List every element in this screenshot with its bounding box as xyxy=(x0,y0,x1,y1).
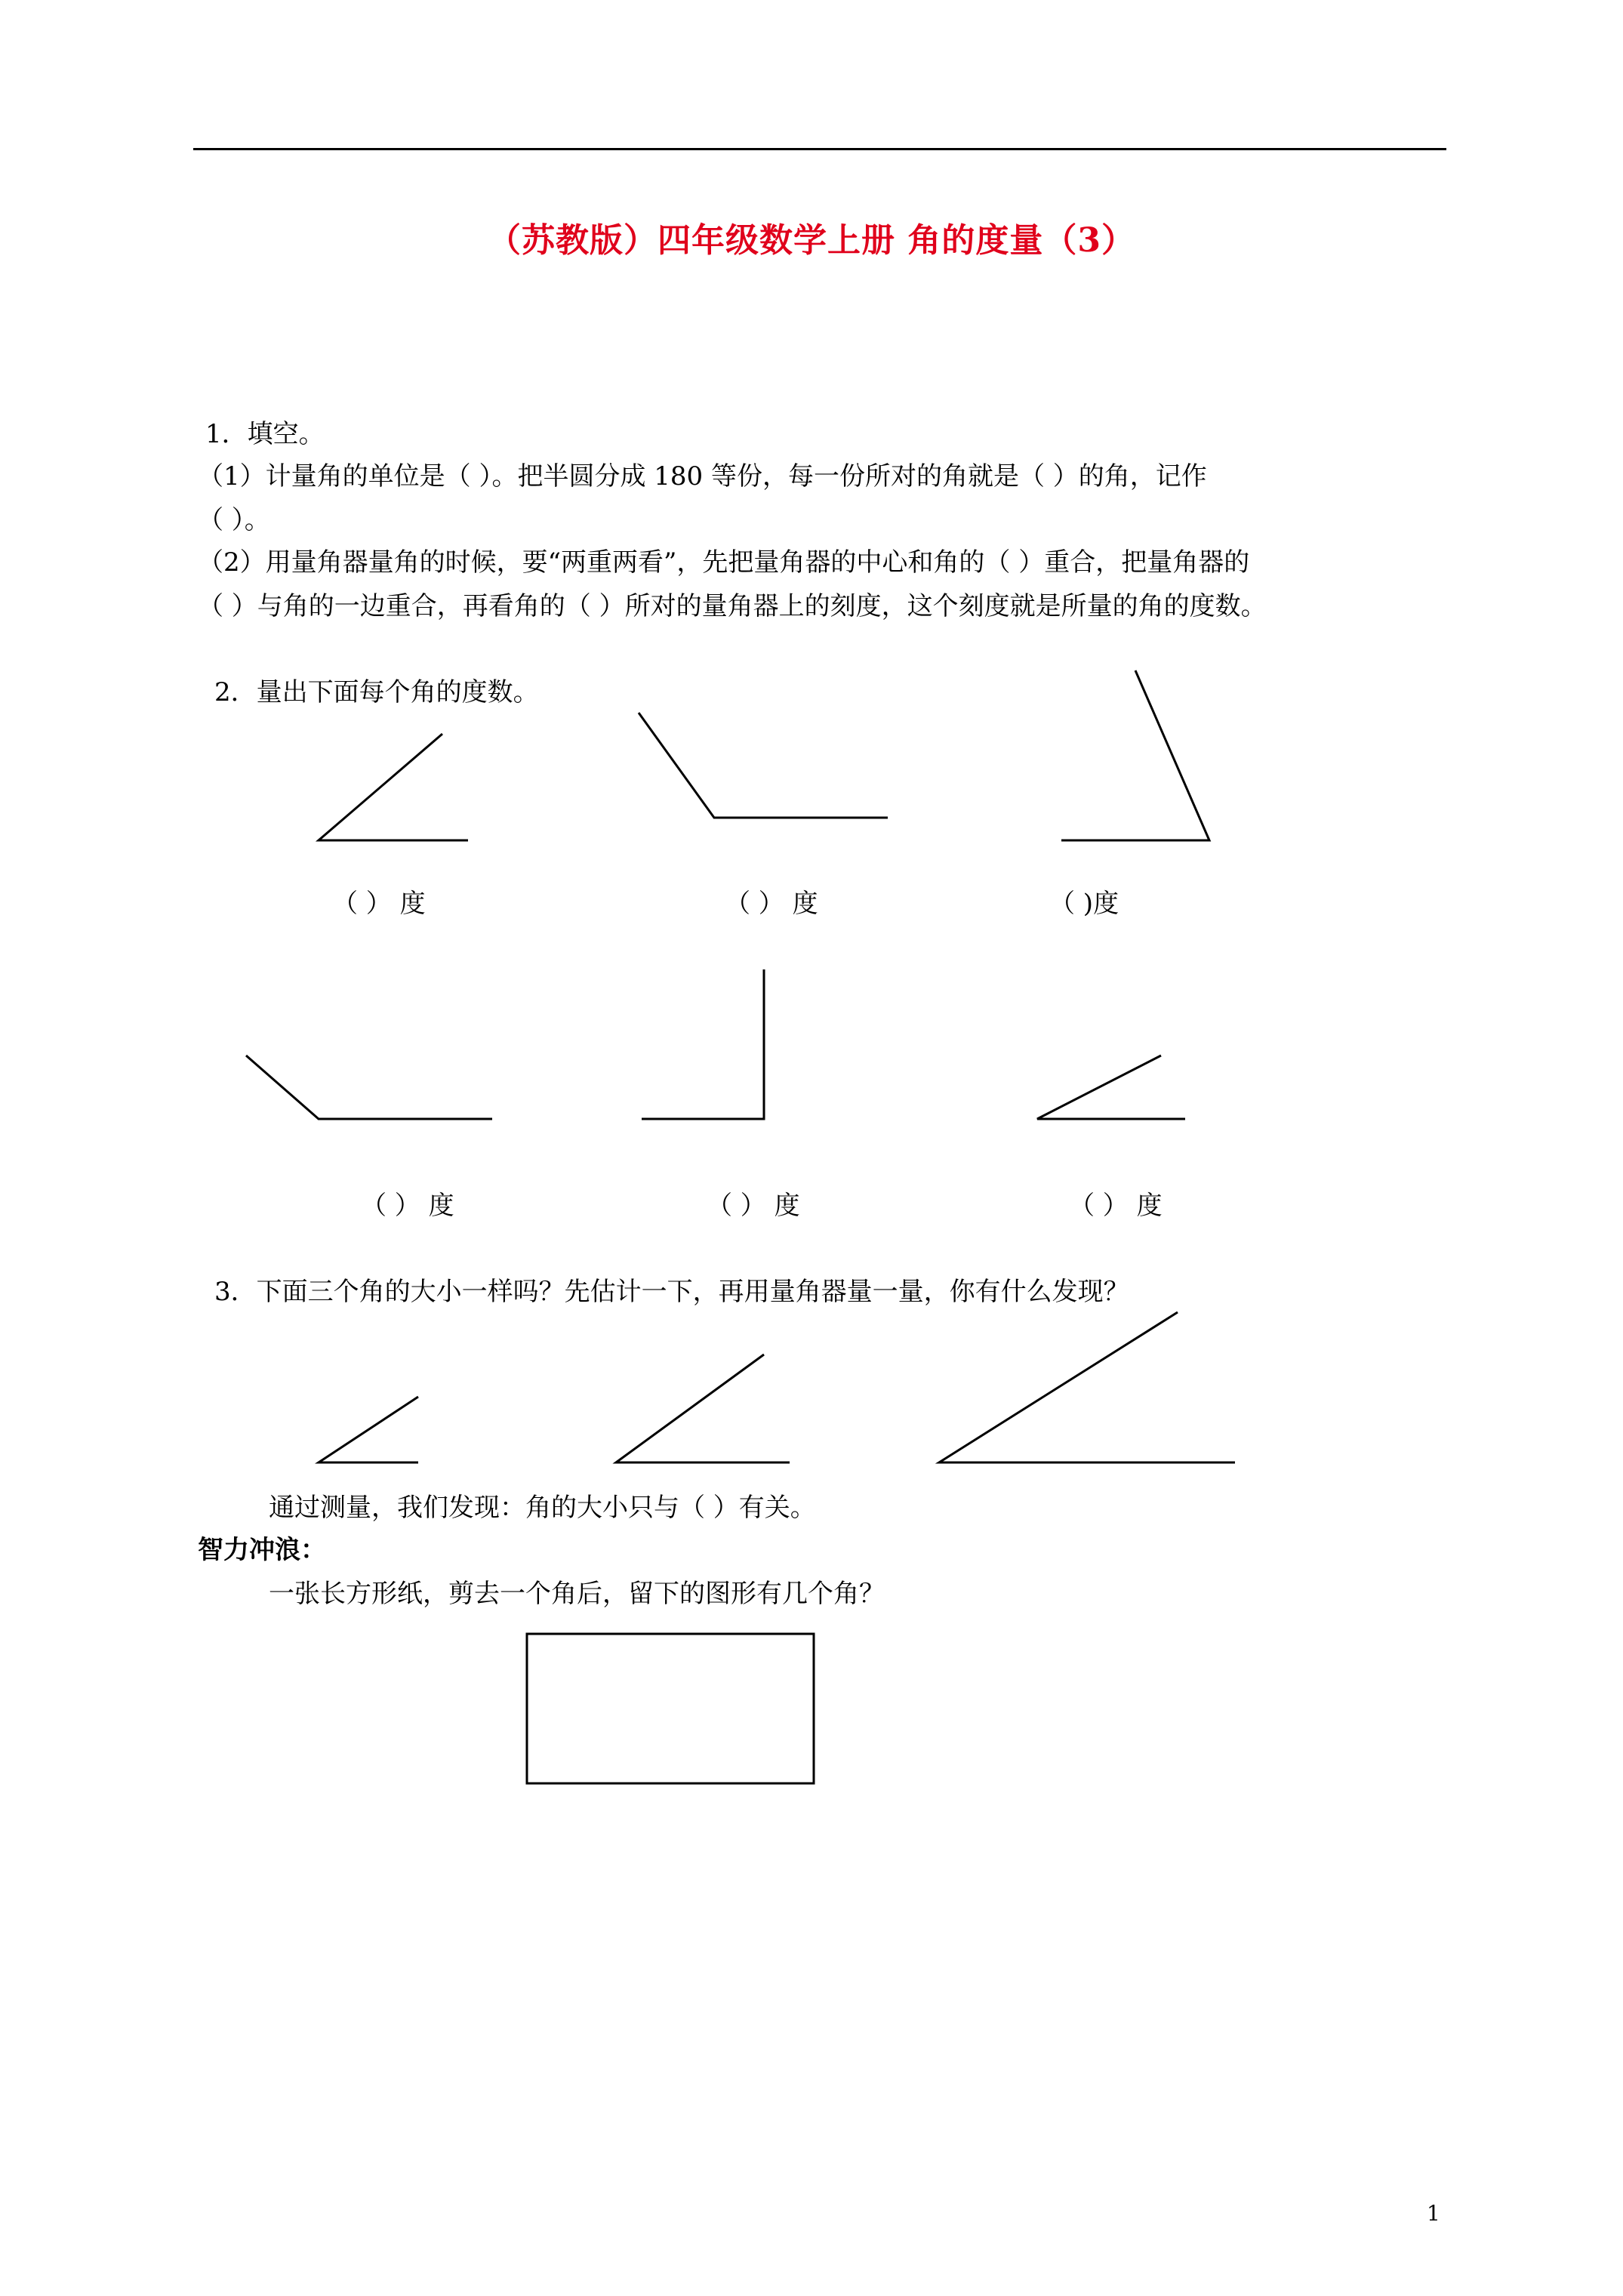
angle-figure-5 xyxy=(642,969,764,1119)
q1-part2-line2: （ ）与角的一边重合，再看角的（ ）所对的量角器上的刻度，这个刻度就是所量的角的度数。 xyxy=(198,591,1267,621)
q2-answer-1: （ ） 度 xyxy=(332,889,426,919)
bonus-heading: 智力冲浪： xyxy=(198,1535,326,1565)
angle-figure-3 xyxy=(1061,670,1209,840)
bonus-question: 一张长方形纸，剪去一个角后，留下的图形有几个角？ xyxy=(269,1579,885,1609)
angle-figure-1 xyxy=(319,734,468,840)
page-title: （苏教版）四年级数学上册 角的度量（3） xyxy=(488,221,1135,260)
q1-part2-line1: （2）用量角器量角的时候，要“两重两看”，先把量角器的中心和角的（ ）重合，把量角器的 xyxy=(198,547,1250,578)
angle-figure-6 xyxy=(1037,1056,1185,1119)
q3-conclusion: 通过测量，我们发现：角的大小只与（ ）有关。 xyxy=(269,1493,816,1523)
q2-heading: 2．量出下面每个角的度数。 xyxy=(214,677,539,707)
q3-heading: 3．下面三个角的大小一样吗？先估计一下，再用量角器量一量，你有什么发现？ xyxy=(214,1277,1129,1307)
q3-angle-large xyxy=(939,1312,1235,1462)
q1-part1-line1: （1）计量角的单位是（ ）。把半圆分成 180 等份，每一份所对的角就是（ ）的角，记作 xyxy=(198,461,1207,492)
angle-figure-2 xyxy=(639,713,888,818)
q1-part1-line2: （ ）。 xyxy=(198,505,270,535)
page-number: 1 xyxy=(1427,2201,1440,2226)
q2-answer-6: （ ） 度 xyxy=(1069,1191,1163,1221)
q2-answer-2: （ ） 度 xyxy=(725,889,818,919)
q2-answer-5: （ ） 度 xyxy=(707,1191,800,1221)
q2-answer-3: （ )度 xyxy=(1049,889,1119,919)
q3-angle-medium xyxy=(616,1354,790,1462)
q1-heading: 1．填空。 xyxy=(205,419,325,449)
rectangle-paper xyxy=(527,1634,814,1783)
angle-figure-4 xyxy=(246,1056,492,1119)
q2-answer-4: （ ） 度 xyxy=(361,1191,454,1221)
q3-angle-small xyxy=(319,1397,418,1462)
